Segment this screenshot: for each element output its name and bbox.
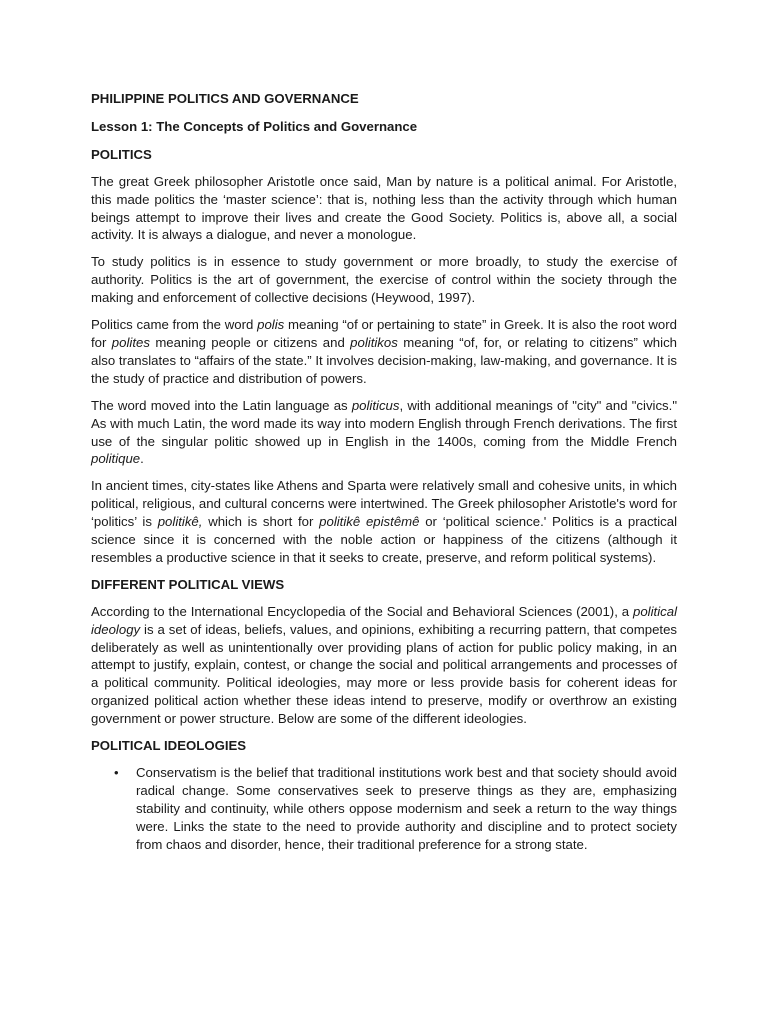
paragraph-study-politics: To study politics is in essence to study government or more broadly, to study the exercise of authority. Politics is the art of government, the exercise of control within the society through the making and enforcement of collective decisions (Heywood, 1997). (91, 254, 677, 306)
term-politike-episteme: politikê epistêmê (319, 514, 420, 530)
section-heading-politics: POLITICS (91, 146, 152, 162)
paragraph-polis-origin (91, 316, 677, 388)
section-heading-political-views: DIFFERENT POLITICAL VIEWS (91, 576, 285, 592)
text-run: , with additional meanings of "city" and "civics." As with much Latin, the word made its way into modern English through French derivations. The first use of the singular politic showed up in English in the 1400s, coming from the Middle French (91, 397, 677, 449)
section-heading-political-ideologies: POLITICAL IDEOLOGIES (91, 738, 247, 754)
term-politicus: politicus (351, 397, 400, 413)
text-run: . (140, 451, 144, 467)
text-run: is a set of ideas, beliefs, values, and opinions, exhibiting a recurring pattern, that competes deliberately as well as unintentionally over providing plans of action for public policy making, in an attempt to justify, explain, contest, or change the social and political arrangements and processes of a political community. Political ideologies, may more or less provide basis for coherent ideas for organized political action whether these ideas intend to preserve, modify or overthrow an existing government or power structure. Below are some of the different ideologies. (91, 621, 677, 727)
text-run: According to the International Encyclopedia of the Social and Behavioral Sciences (2001), a (91, 603, 634, 619)
text-run: The word moved into the Latin language as (91, 397, 352, 413)
text-run: meaning “of, for, or relating to citizens” which also translates to “affairs of the state.” It involves decision-making, law-making, and governance. It is the study of practice and distribution of powers. (91, 334, 677, 386)
term-polites: polites (111, 334, 150, 350)
text-run: meaning people or citizens and (149, 334, 351, 350)
text-run: meaning “of or pertaining to state” in Greek. It is also the root word for (91, 317, 677, 350)
term-political-ideology: political ideology (91, 603, 677, 637)
text-run: which is short for (202, 514, 320, 530)
ideologies-list (91, 764, 677, 854)
document-title: PHILIPPINE POLITICS AND GOVERNANCE (91, 91, 359, 106)
document-page (91, 90, 677, 854)
paragraph-political-ideology (91, 603, 677, 728)
term-politique: politique (91, 451, 141, 467)
term-polis: polis (257, 317, 285, 333)
list-item-conservatism (91, 764, 677, 854)
paragraph-latin-origin (91, 397, 677, 469)
term-politike: politikê, (157, 514, 203, 530)
text-run: In ancient times, city-states like Athens and Sparta were relatively small and cohesive units, in which political, religious, and cultural concerns were intertwined. The Greek philosopher Aristotle's word for ‘politics’ is (91, 478, 677, 530)
paragraph-ancient-times (91, 477, 677, 567)
text-run: or ‘political science.' Politics is a practical science since it is concerned with the noble action or happiness of the citizens (although it resembles a productive science in that it seeks to create, preserve, and reform political systems). (91, 514, 677, 565)
term-politikos: politikos (350, 334, 398, 350)
lesson-title: Lesson 1: The Concepts of Politics and Governance (91, 118, 418, 134)
list-item-text: Conservatism is the belief that traditional institutions work best and that society should avoid radical change. Some conservatives seek to preserve things as they are, emphasizing stability and continuity, while others oppose modernism and seek a return to the way things were. Links the state to the need to provide authority and discipline and to protect society from chaos and disorder, hence, their traditional preference for a strong state. (136, 765, 677, 852)
bullet-icon: • (114, 765, 119, 780)
paragraph-aristotle: The great Greek philosopher Aristotle once said, Man by nature is a political animal. For Aristotle, this made politics the ‘master science’: that is, nothing less than the activity through which human beings attempt to improve their lives and create the Good Society. Politics is, above all, a social activity. It is always a dialogue, and never a monologue. (91, 173, 677, 243)
text-run: Politics came from the word (91, 317, 258, 333)
